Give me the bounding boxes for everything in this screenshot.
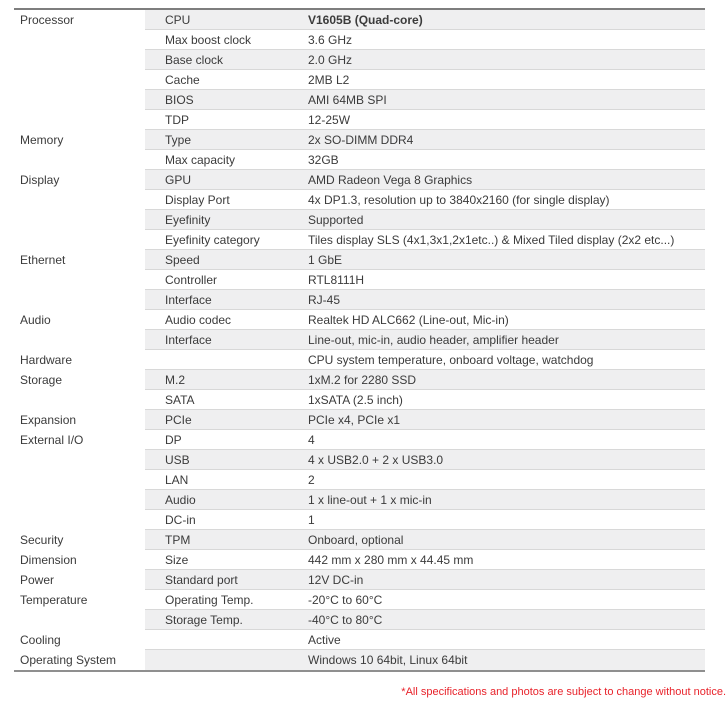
table-row [14,230,705,250]
spec-value: CPU system temperature, onboard voltage, watchdog [308,352,594,367]
spec-value: 442 mm x 280 mm x 44.45 mm [308,552,474,567]
spec-value: V1605B (Quad-core) [308,12,423,27]
row-band [145,630,705,650]
section-label [14,390,145,410]
table-row [14,430,705,450]
spec-attribute: TDP [165,112,189,127]
spec-value: 2 [308,472,315,487]
section-label: External I/O [14,430,145,450]
spec-value: 2MB L2 [308,72,350,87]
spec-value: 1 [308,512,315,527]
spec-attribute [145,350,308,369]
section-label [14,330,145,350]
row-band [145,410,705,430]
section-label: Temperature [14,590,145,610]
row-band [145,90,705,110]
section-label: Operating System [14,650,145,670]
spec-attribute: Base clock [165,52,224,67]
spec-value: Supported [308,212,364,227]
row-band [145,210,705,230]
disclaimer-footnote: *All specifications and photos are subject to change without notice. [401,686,726,698]
section-label: Audio [14,310,145,330]
row-band [145,230,705,250]
row-band [145,330,705,350]
section-label: Cooling [14,630,145,650]
row-band [145,250,705,270]
spec-value: Onboard, optional [308,532,404,547]
section-label [14,290,145,310]
table-row [14,390,705,410]
table-row [14,30,705,50]
section-label: Ethernet [14,250,145,270]
section-label: Hardware [14,350,145,370]
section-label [14,190,145,210]
row-band [145,270,705,290]
row-band [145,590,705,610]
table-row [14,650,705,670]
table-row [14,70,705,90]
row-band [145,550,705,570]
table-row [14,550,705,570]
table-row [14,250,705,270]
spec-value: Tiles display SLS (4x1,3x1,2x1etc..) & Mixed Tiled display (2x2 etc...) [308,232,675,247]
section-label [14,610,145,630]
table-row [14,610,705,630]
section-label: Security [14,530,145,550]
row-band [145,290,705,310]
row-band [145,310,705,330]
row-band [145,10,705,30]
row-band [145,530,705,550]
section-label [14,50,145,70]
table-row [14,630,705,650]
spec-value: Realtek HD ALC662 (Line-out, Mic-in) [308,312,509,327]
spec-value: 4x DP1.3, resolution up to 3840x2160 (for single display) [308,192,610,207]
table-row [14,210,705,230]
section-label [14,30,145,50]
spec-attribute: Standard port [165,572,238,587]
table-row [14,370,705,390]
spec-attribute: Interface [165,292,212,307]
section-label [14,210,145,230]
section-label: Processor [14,10,145,30]
row-band [145,50,705,70]
spec-attribute: GPU [165,172,192,187]
section-label [14,90,145,110]
spec-value: AMI 64MB SPI [308,92,387,107]
spec-attribute: Speed [165,252,200,267]
row-band [145,570,705,590]
table-row [14,170,705,190]
section-label [14,450,145,470]
section-label: Memory [14,130,145,150]
section-label [14,470,145,490]
spec-attribute: BIOS [165,92,194,107]
spec-attribute: Max boost clock [165,32,252,47]
spec-attribute [145,630,308,649]
spec-attribute: Audio [165,492,196,507]
section-label [14,510,145,530]
row-band [145,430,705,450]
spec-attribute: Operating Temp. [165,592,254,607]
section-label [14,230,145,250]
spec-value: 3.6 GHz [308,32,353,47]
spec-value: AMD Radeon Vega 8 Graphics [308,172,473,187]
table-row [14,270,705,290]
row-band [145,390,705,410]
row-band [145,610,705,630]
table-row [14,410,705,430]
spec-value: -20°C to 60°C [308,592,383,607]
spec-value: 1 x line-out + 1 x mic-in [308,492,432,507]
table-row [14,350,705,370]
spec-attribute: DP [165,432,182,447]
spec-value: 1xSATA (2.5 inch) [308,392,403,407]
row-band [145,190,705,210]
table-row [14,490,705,510]
section-label: Display [14,170,145,190]
section-label: Power [14,570,145,590]
table-row [14,130,705,150]
table-row [14,590,705,610]
row-band [145,150,705,170]
row-band [145,70,705,90]
row-band [145,130,705,150]
spec-value: -40°C to 80°C [308,612,383,627]
row-band [145,350,705,370]
table-row [14,470,705,490]
spec-value: 1 GbE [308,252,343,267]
table-row [14,90,705,110]
section-label [14,490,145,510]
row-band [145,490,705,510]
section-label [14,150,145,170]
spec-attribute: M.2 [165,372,186,387]
section-label: Expansion [14,410,145,430]
row-band [145,470,705,490]
row-band [145,170,705,190]
spec-attribute: Controller [165,272,218,287]
table-row [14,190,705,210]
spec-attribute: Interface [165,332,212,347]
table-row [14,310,705,330]
spec-table [14,8,705,672]
spec-attribute: Size [165,552,189,567]
spec-attribute: DC-in [165,512,196,527]
spec-value: RJ-45 [308,292,341,307]
row-band [145,110,705,130]
table-row [14,150,705,170]
row-band [145,650,705,670]
table-row [14,330,705,350]
spec-attribute: Audio codec [165,312,232,327]
spec-attribute: TPM [165,532,191,547]
spec-value: 2x SO-DIMM DDR4 [308,132,414,147]
spec-value: 32GB [308,152,339,167]
spec-value: RTL8111H [308,272,365,287]
spec-attribute: CPU [165,12,191,27]
spec-value: Line-out, mic-in, audio header, amplifier header [308,332,559,347]
row-band [145,370,705,390]
spec-attribute: SATA [165,392,195,407]
spec-value: 2.0 GHz [308,52,353,67]
table-row [14,450,705,470]
spec-attribute: Max capacity [165,152,236,167]
table-row [14,10,705,30]
spec-attribute [145,650,308,670]
spec-value: 4 x USB2.0 + 2 x USB3.0 [308,452,444,467]
spec-attribute: PCIe [165,412,192,427]
section-label: Storage [14,370,145,390]
row-band [145,510,705,530]
spec-attribute: Storage Temp. [165,612,243,627]
table-row [14,510,705,530]
table-row [14,290,705,310]
row-band [145,450,705,470]
row-band [145,30,705,50]
spec-attribute: Type [165,132,192,147]
spec-value: 12V DC-in [308,572,364,587]
spec-attribute: USB [165,452,190,467]
spec-value: Windows 10 64bit, Linux 64bit [308,653,468,667]
section-label [14,70,145,90]
section-label [14,270,145,290]
table-row [14,50,705,70]
spec-attribute: Cache [165,72,200,87]
table-row [14,570,705,590]
spec-attribute: Eyefinity [165,212,211,227]
spec-value: 4 [308,432,315,447]
spec-attribute: Eyefinity category [165,232,260,247]
spec-value: PCIe x4, PCIe x1 [308,412,401,427]
table-row [14,110,705,130]
section-label [14,110,145,130]
spec-attribute: LAN [165,472,189,487]
spec-value: 12-25W [308,112,351,127]
section-label: Dimension [14,550,145,570]
table-row [14,530,705,550]
spec-attribute: Display Port [165,192,230,207]
spec-value: 1xM.2 for 2280 SSD [308,372,417,387]
spec-value: Active [308,632,341,647]
